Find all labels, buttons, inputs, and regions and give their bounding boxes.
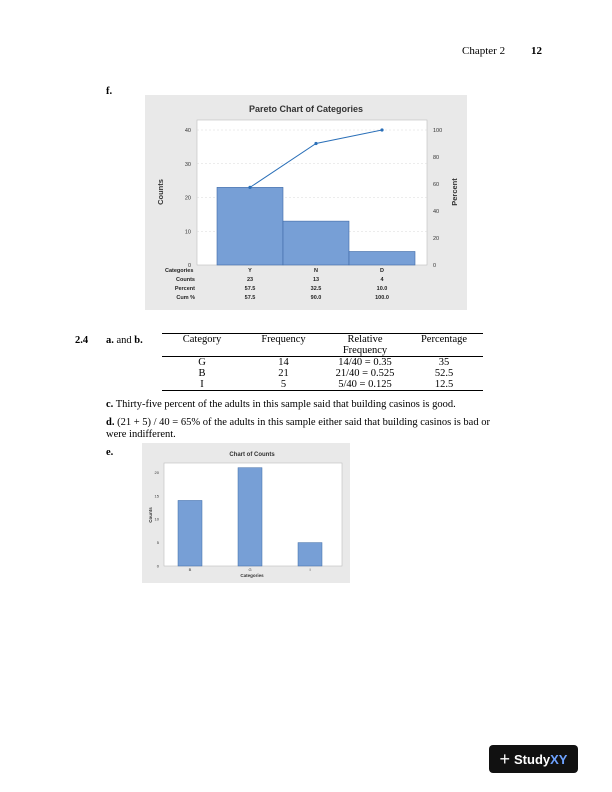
cell-percentage: 35 — [438, 357, 450, 368]
pareto-y-right-tick: 60 — [433, 182, 440, 188]
plus-icon: + — [499, 748, 511, 769]
part-d-label: d. — [106, 417, 115, 428]
counts-x-tick: G — [248, 567, 252, 572]
counts-y-tick: 20 — [154, 469, 159, 475]
frequency-table-header — [162, 334, 483, 357]
pareto-chart — [145, 95, 467, 310]
header-percentage: Percentage — [420, 334, 468, 345]
pareto-table-cell: 23 — [246, 277, 254, 283]
pareto-y-right-tick: 0 — [433, 263, 437, 269]
counts-bar — [298, 543, 322, 566]
cell-category: G — [198, 357, 206, 368]
table-row — [162, 357, 483, 369]
part-f-label: f. — [106, 86, 113, 97]
part-a-label: a. — [106, 335, 114, 346]
part-e-label: e. — [106, 447, 114, 458]
header-frequency: Frequency — [261, 334, 306, 345]
table-row — [162, 368, 483, 379]
pareto-title: Pareto Chart of Categories — [248, 104, 364, 114]
pareto-table-cell: 13 — [312, 277, 320, 283]
part-c-answer — [106, 399, 506, 410]
pareto-table-cell: Y — [248, 268, 252, 274]
pareto-y-tick: 30 — [184, 161, 191, 168]
pareto-y-tick: 20 — [184, 195, 191, 202]
cell-relative-frequency: 14/40 = 0.35 — [338, 357, 392, 368]
page-number: 12 — [531, 45, 542, 57]
counts-y-tick: 15 — [154, 493, 159, 499]
part-c-label: c. — [106, 399, 114, 410]
pareto-table-cell: 57.5 — [244, 286, 256, 292]
pareto-cumulative-point — [314, 142, 317, 145]
pareto-y-right-tick: 80 — [433, 155, 440, 161]
pareto-cumulative-point — [380, 128, 383, 131]
pareto-table-label: Categories — [165, 268, 194, 274]
cell-frequency: 14 — [278, 357, 289, 368]
pareto-table-cell: 32.5 — [310, 286, 322, 292]
counts-title: Chart of Counts — [229, 452, 275, 458]
part-b-label: b. — [134, 335, 143, 346]
cell-percentage: 52.5 — [434, 368, 454, 379]
cell-frequency: 5 — [280, 379, 287, 390]
pareto-table-label: Cum % — [176, 295, 195, 301]
studyxy-logo — [489, 745, 578, 773]
pareto-cumulative-point — [248, 186, 251, 189]
header-relative-frequency: Relative Frequency — [342, 334, 388, 356]
pareto-table-label: Counts — [176, 277, 195, 283]
header-category: Category — [182, 334, 222, 345]
cell-relative-frequency: 21/40 = 0.525 — [335, 368, 395, 379]
cell-frequency: 21 — [278, 368, 289, 379]
pareto-y-right-tick: 20 — [433, 236, 440, 242]
counts-x-tick: B — [188, 567, 192, 572]
pareto-y-right-label: Percent — [450, 178, 459, 206]
counts-x-label: Categories — [240, 573, 264, 578]
pareto-y-tick: 10 — [184, 229, 191, 236]
pareto-y-right-tick: 40 — [433, 209, 440, 215]
parts-ab-label — [106, 335, 143, 346]
counts-bar — [238, 468, 262, 566]
chapter-label: Chapter 2 — [462, 45, 506, 57]
pareto-y-label: Counts — [156, 179, 165, 205]
pareto-table-cell: N — [314, 268, 318, 274]
counts-y-tick: 10 — [154, 516, 159, 522]
logo-accent: XY — [550, 751, 568, 767]
counts-y-tick: 0 — [156, 563, 159, 569]
part-d-answer — [106, 417, 506, 441]
problem-number: 2.4 — [75, 335, 89, 346]
pareto-bar — [217, 187, 283, 265]
pareto-table-cell: 90.0 — [310, 295, 322, 301]
parts-ab-and: and — [113, 335, 135, 346]
frequency-table — [162, 333, 483, 391]
cell-category: B — [198, 368, 206, 379]
pareto-table-label: Percent — [174, 286, 195, 292]
cell-relative-frequency: 5/40 = 0.125 — [338, 379, 392, 390]
pareto-table-cell: 10.0 — [376, 286, 388, 292]
pareto-table-cell: D — [380, 268, 384, 274]
part-d-text: (21 + 5) / 40 = 65% of the adults in this sample either said that building casinos is bad or were indifferent. — [106, 417, 490, 440]
counts-x-tick: I — [309, 567, 311, 572]
counts-y-label: Counts — [148, 507, 153, 523]
pareto-table-cell: 4 — [380, 277, 384, 283]
part-c-text: Thirty-five percent of the adults in this sample said that building casinos is good. — [113, 399, 456, 410]
counts-bar — [178, 500, 202, 566]
cell-category: I — [200, 379, 204, 390]
counts-y-tick: 5 — [156, 540, 159, 546]
logo-brand: Study — [514, 751, 551, 767]
pareto-y-right-tick: 100 — [433, 128, 443, 134]
cell-percentage: 12.5 — [434, 379, 454, 390]
pareto-bar — [283, 221, 349, 265]
pareto-y-tick: 40 — [184, 128, 191, 134]
counts-chart — [142, 443, 350, 583]
pareto-bar — [349, 252, 415, 266]
table-row — [162, 379, 483, 391]
pareto-table-cell: 100.0 — [375, 295, 389, 301]
pareto-y-tick: 0 — [187, 263, 191, 269]
pareto-table-cell: 57.5 — [244, 295, 256, 301]
